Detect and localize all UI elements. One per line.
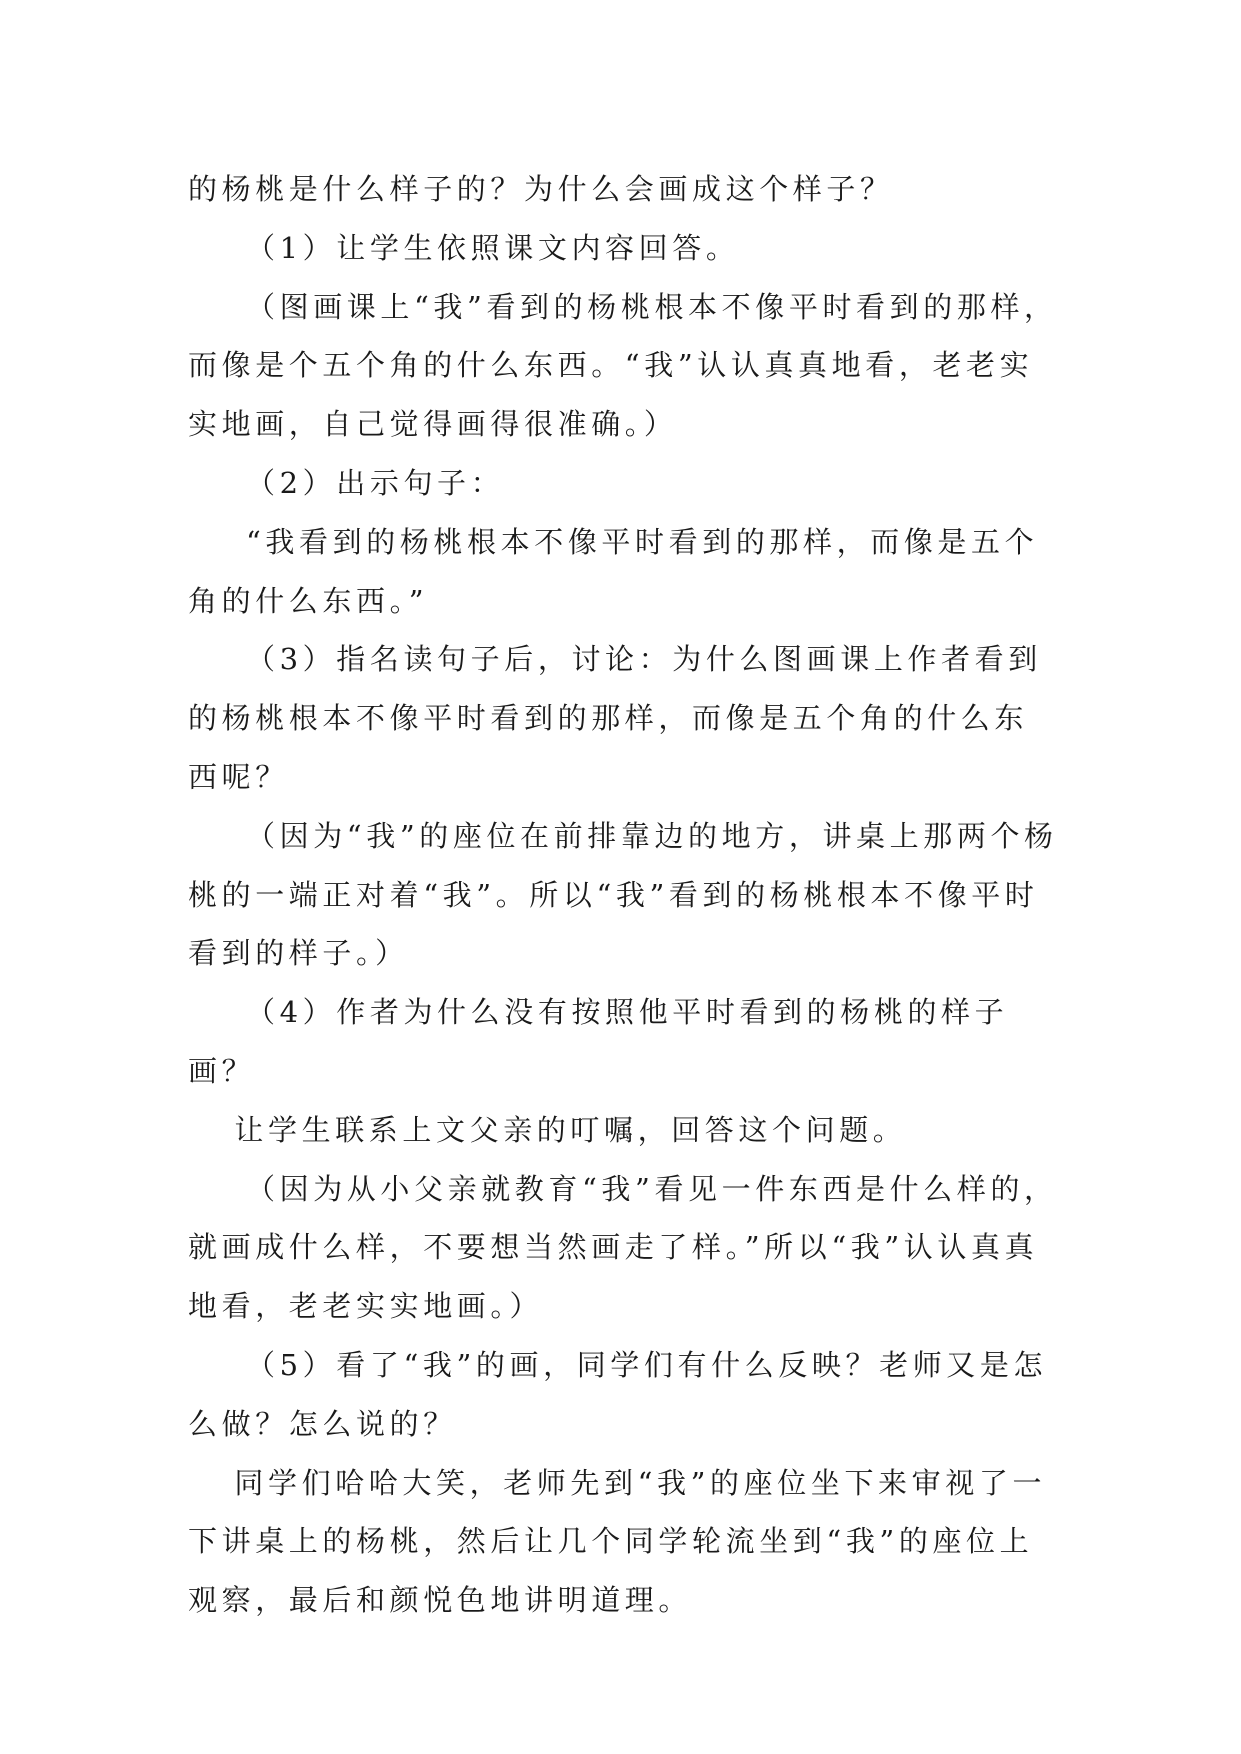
paragraph-10: （因为从小父亲就教育“我”看见一件东西是什么样的，就画成什么样，不要想当然画走了样。”所以“我”认认真真地看，老老实实地画。） — [188, 1171, 1058, 1324]
paragraph-9: 让学生联系上文父亲的叮嘱，回答这个问题。 — [234, 1112, 907, 1147]
paragraph-3: （图画课上“我”看到的杨桃根本不像平时看到的那样，而像是个五个角的什么东西。“我”认认真真地看，老老实实地画，自己觉得画得很准确。） — [188, 289, 1058, 442]
paragraph-6: （3）指名读句子后，讨论：为什么图画课上作者看到的杨桃根本不像平时看到的那样，而像是五个角的什么东西呢？ — [188, 642, 1042, 794]
paragraph-2: （1）让学生依照课文内容回答。 — [246, 230, 740, 265]
paragraph-7: （因为“我”的座位在前排靠边的地方，讲桌上那两个杨桃的一端正对着“我”。所以“我”看到的杨桃根本不像平时看到的样子。） — [188, 818, 1058, 971]
paragraph-5: “我看到的杨桃根本不像平时看到的那样，而像是五个角的什么东西。” — [188, 524, 1039, 618]
paragraph-1: 的杨桃是什么样子的？为什么会画成这个样子？ — [188, 172, 894, 206]
body-text — [188, 160, 1058, 1630]
paragraph-8: （4）作者为什么没有按照他平时看到的杨桃的样子画？ — [188, 995, 1009, 1088]
paragraph-12: 同学们哈哈大笑，老师先到“我”的座位坐下来审视了一下讲桌上的杨桃，然后让几个同学轮流坐到“我”的座位上观察，最后和颜悦色地讲明道理。 — [188, 1465, 1047, 1618]
paragraph-4: （2）出示句子： — [246, 465, 505, 500]
paragraph-11: （5）看了“我”的画，同学们有什么反映？老师又是怎么做？怎么说的？ — [188, 1347, 1048, 1441]
